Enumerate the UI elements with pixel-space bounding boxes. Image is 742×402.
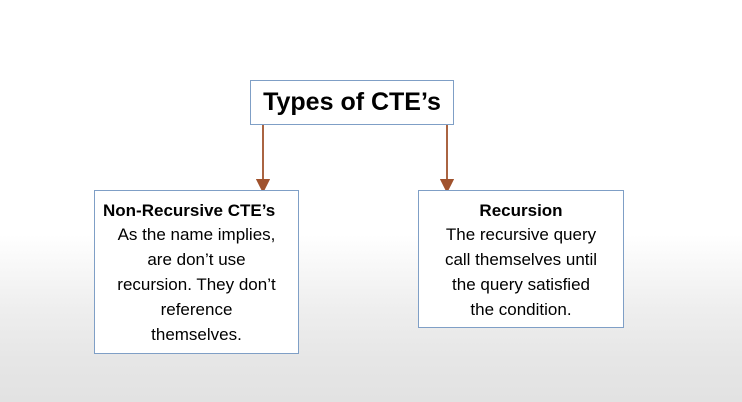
non-recursive-heading: Non-Recursive CTE’s xyxy=(103,201,276,220)
non-recursive-line-1: As the name implies, xyxy=(117,225,276,244)
non-recursive-line-4: reference xyxy=(160,300,233,319)
recursion-line-2: call themselves until xyxy=(444,250,598,269)
non-recursive-line-2: are don’t use xyxy=(147,250,246,269)
recursion-line-4: the condition. xyxy=(470,300,572,319)
diagram-title: Types of CTE’s xyxy=(263,88,441,116)
non-recursive-box xyxy=(94,190,299,354)
non-recursive-line-3: recursion. They don’t xyxy=(117,275,276,294)
recursion-line-1: The recursive query xyxy=(445,225,597,244)
recursion-heading: Recursion xyxy=(479,201,563,220)
title-box xyxy=(250,80,454,125)
non-recursive-line-5: themselves. xyxy=(151,325,242,344)
recursion-line-3: the query satisfied xyxy=(452,275,590,294)
recursion-box xyxy=(418,190,624,328)
